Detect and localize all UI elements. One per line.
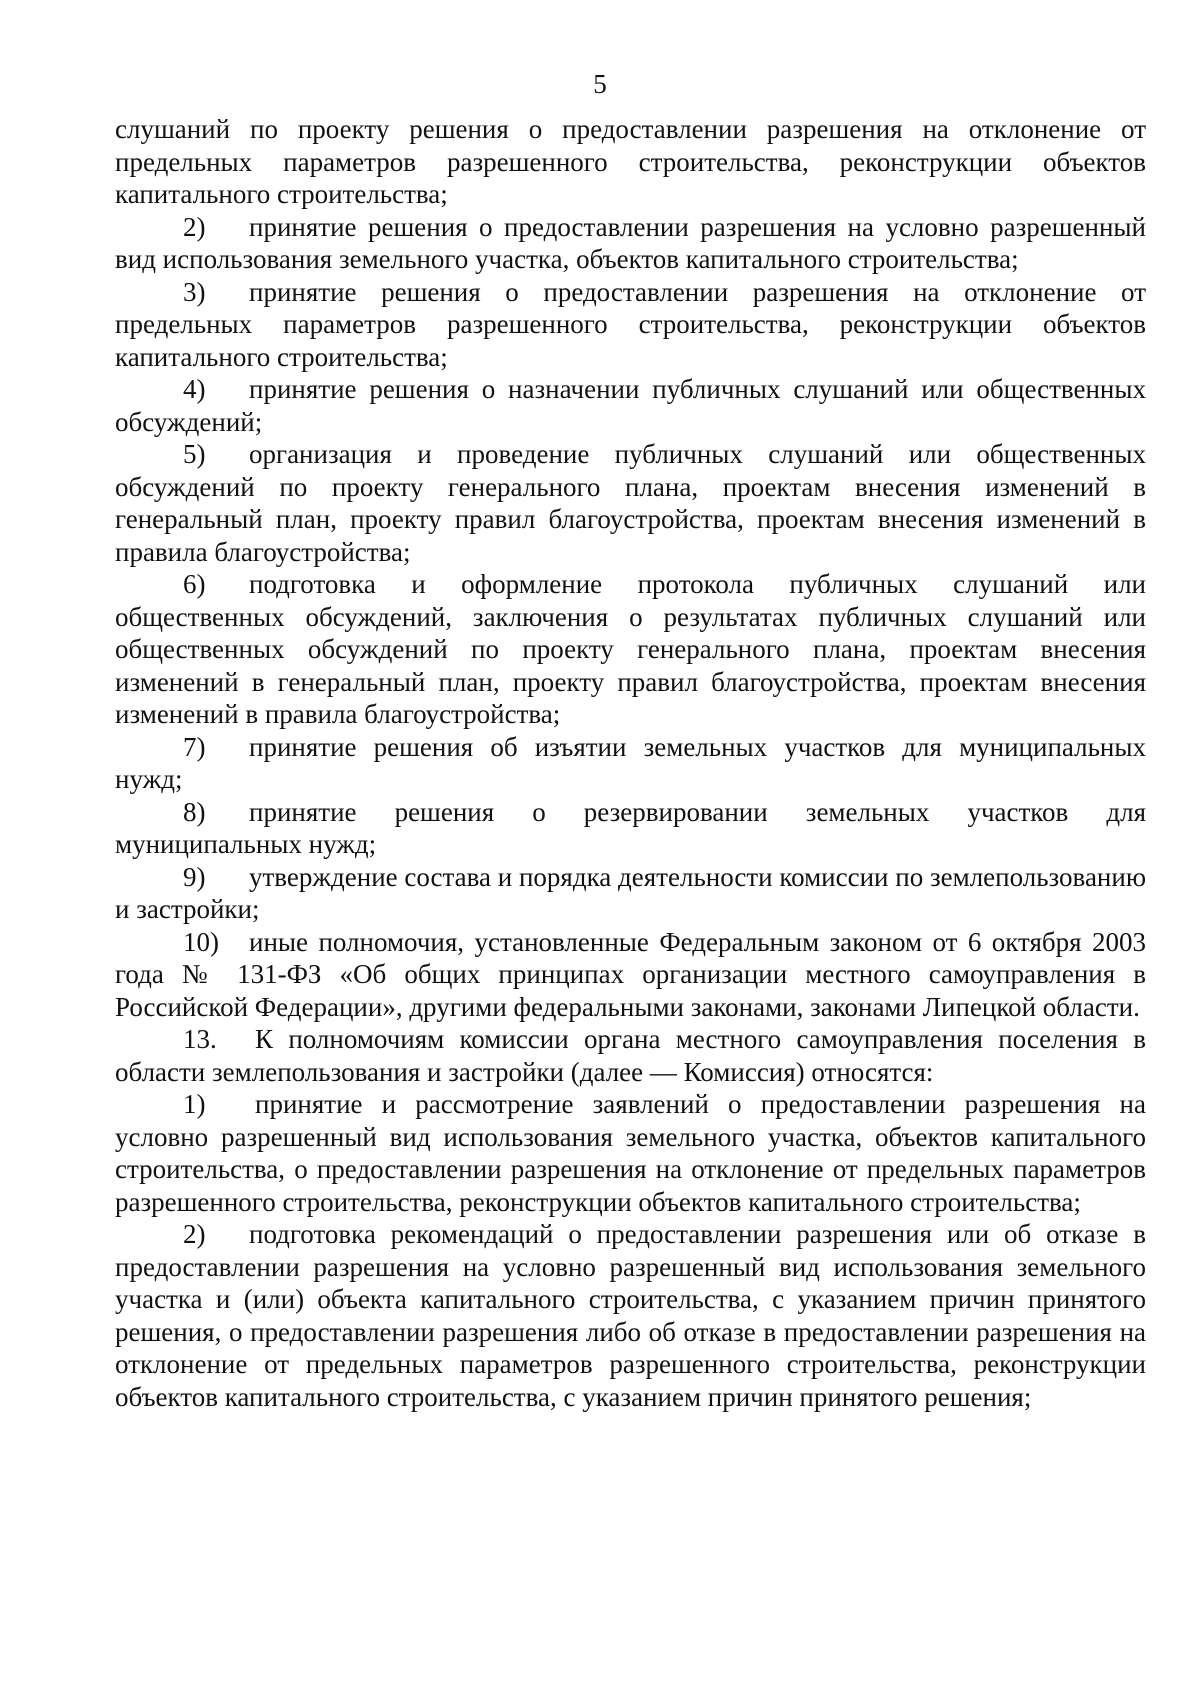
section-text: К полномочиям комиссии органа местного самоуправления поселения в области землепользования и застройки (далее — Комиссия) относятся: xyxy=(115,1024,1146,1087)
list-item xyxy=(115,438,1146,568)
list-item-text: подготовка и оформление протокола публичных слушаний или общественных обсуждений, заключения о результатах публичных слушаний или общественных обсуждений по проекту генерального плана, проектам внесения изменений в генеральный план, проекту правил благоустройства, проектам внесения изменений в правила благоустройства; xyxy=(115,569,1146,729)
list-item-number: 4) xyxy=(183,374,206,404)
list-item-number: 6) xyxy=(183,569,206,599)
list-item xyxy=(115,861,1146,926)
list-item-number: 3) xyxy=(183,276,206,307)
list-item xyxy=(115,568,1146,731)
list-item xyxy=(115,1218,1146,1413)
list-item-number: 10) xyxy=(183,926,219,957)
list-item-number: 2) xyxy=(183,1219,206,1249)
section-number: 13. xyxy=(183,1024,217,1054)
list-item-number: 7) xyxy=(183,731,206,762)
list-item xyxy=(115,276,1146,374)
paragraph-continuation xyxy=(115,113,1146,211)
list-item xyxy=(115,211,1146,276)
list-item xyxy=(115,796,1146,861)
list-item-number: 9) xyxy=(183,861,206,892)
list-item xyxy=(115,1088,1146,1218)
list-item-text: принятие решения о предоставлении разрешения на условно разрешенный вид использования земельного участка, объектов капитального строительства; xyxy=(115,211,1146,274)
list-item-text: иные полномочия, установленные Федеральным законом от 6 октября 2003 года № 131-ФЗ «Об общих принципах организации местного самоуправления в Российской Федерации», другими федеральными законами, законами Липецкой области. xyxy=(115,926,1146,1022)
list-item xyxy=(115,373,1146,438)
list-item xyxy=(115,731,1146,796)
list-item-text: принятие решения о назначении публичных слушаний или общественных обсуждений; xyxy=(115,374,1146,437)
section-paragraph xyxy=(115,1023,1146,1088)
list-item-text: организация и проведение публичных слушаний или общественных обсуждений по проекту генерального плана, проектам внесения изменений в генеральный план, проекту правил благоустройства, проектам внесения изменений в правила благоустройства; xyxy=(115,439,1146,567)
list-item-number: 1) xyxy=(183,1089,206,1119)
list-item-text: принятие решения о предоставлении разрешения на отклонение от предельных параметров разрешенного строительства, реконструкции объектов капитального строительства; xyxy=(115,276,1146,372)
list-item xyxy=(115,926,1146,1024)
paragraph-text: слушаний по проекту решения о предоставлении разрешения на отклонение от предельных параметров разрешенного строительства, реконструкции объектов капитального строительства; xyxy=(115,114,1146,209)
document-body xyxy=(115,113,1146,1413)
list-item-text: принятие решения об изъятии земельных участков для муниципальных нужд; xyxy=(115,731,1146,794)
list-item-text: принятие решения о резервировании земельных участков для муниципальных нужд; xyxy=(115,796,1146,859)
list-item-text: подготовка рекомендаций о предоставлении разрешения или об отказе в предоставлении разрешения на условно разрешенный вид использования земельного участка и (или) объекта капитального строительства, с указанием причин принятого решения, о предоставлении разрешения либо об отказе в предоставлении разрешения на отклонение от предельных параметров разрешенного строительства, реконструкции объектов капитального строительства, с указанием причин принятого решения; xyxy=(115,1219,1146,1412)
list-item-number: 5) xyxy=(183,439,206,469)
page-number: 5 xyxy=(593,69,607,99)
list-item-number: 2) xyxy=(183,211,206,242)
list-item-text: утверждение состава и порядка деятельности комиссии по землепользованию и застройки; xyxy=(115,861,1146,924)
list-item-text: принятие и рассмотрение заявлений о предоставлении разрешения на условно разрешенный вид использования земельного участка, объектов капитального строительства, о предоставлении разрешения на отклонение от предельных параметров разрешенного строительства, реконструкции объектов капитального строительства; xyxy=(115,1089,1146,1217)
list-item-number: 8) xyxy=(183,796,206,827)
